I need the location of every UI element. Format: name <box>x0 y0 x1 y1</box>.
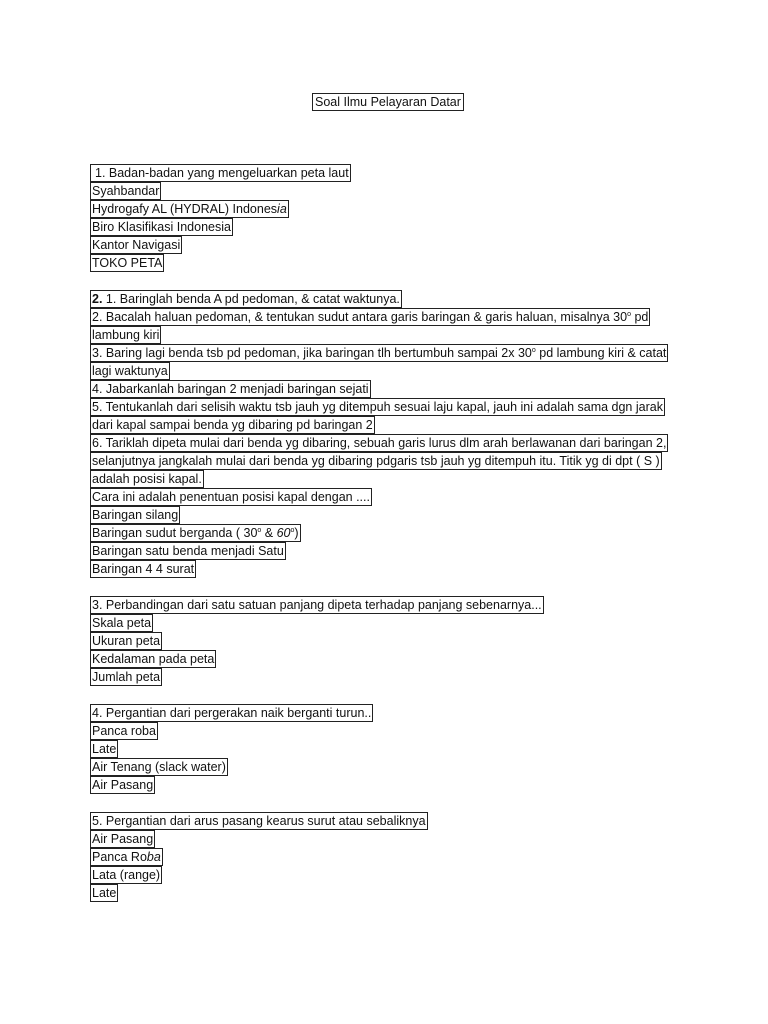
q2-step-4: 4. Jabarkanlah baringan 2 menjadi baringan sejati <box>92 382 369 396</box>
q2-step-5: 5. Tentukanlah dari selisih waktu tsb jauh yg ditempuh sesuai laju kapal, jauh ini adalah sama dgn jarak <box>92 400 663 414</box>
q5-option-4: Late <box>92 886 117 900</box>
q5-option-1: Air Pasang <box>92 832 154 846</box>
q3-option-3: Kedalaman pada peta <box>92 652 215 666</box>
q2-option-1: Baringan silang <box>92 508 179 522</box>
q2-step-2-cont: lambung kiri <box>92 328 160 342</box>
q4-option-4: Air Pasang <box>92 778 154 792</box>
q2-step-2: 2. Bacalah haluan pedoman, & tentukan sudut antara garis baringan & garis haluan, misalnya 30$^o$ pd <box>92 310 649 324</box>
q2-step-6-cont: selanjutnya jangkalah mulai dari benda yg dibaring pdgaris tsb jauh yg ditempuh itu. Titik yg di dpt ( S ) <box>92 454 660 468</box>
question-3: 3. Perbandingan dari satu satuan panjang dipeta terhadap panjang sebenarnya... <box>92 598 542 612</box>
question-1: 1. Badan-badan yang mengeluarkan peta laut <box>90 164 351 182</box>
question-2: Cara ini adalah penentuan posisi kapal dengan .... <box>92 490 370 504</box>
q4-option-3: Air Tenang (slack water) <box>92 760 226 774</box>
q5-option-3: Lata (range) <box>92 868 161 882</box>
question-4: 4. Pergantian dari pergerakan naik berganti turun.. <box>92 706 372 720</box>
q3-option-1: Skala peta <box>92 616 152 630</box>
q1-option-4: Kantor Navigasi <box>92 238 181 252</box>
q2-step-3: 3. Baring lagi benda tsb pd pedoman, jika baringan tlh bertumbuh sampai 2x 30$^o$ pd lambung kiri & catat <box>92 346 667 360</box>
q3-option-4: Jumlah peta <box>92 670 161 684</box>
q3-option-2: Ukuran peta <box>92 634 161 648</box>
q2-step-6: 6. Tariklah dipeta mulai dari benda yg dibaring, sebuah garis lurus dlm arah berlawanan dari baringan 2, <box>92 436 667 450</box>
q1-option-5: TOKO PETA <box>92 256 163 270</box>
q2-option-4: Baringan 4 4 surat <box>92 562 195 576</box>
q2-option-2: Baringan sudut berganda ( 30$^o$ & 60$^o$) <box>92 526 299 540</box>
document-body <box>90 164 690 902</box>
q5-option-2: Panca Roba <box>92 850 161 864</box>
q2-step-6-cont2: adalah posisi kapal. <box>92 472 202 486</box>
q4-option-1: Panca roba <box>92 724 156 738</box>
q2-step-5-cont: dari kapal sampai benda yg dibaring pd baringan 2 <box>92 418 373 432</box>
page-title: Soal Ilmu Pelayaran Datar <box>312 93 464 111</box>
q4-option-2: Late <box>92 742 117 756</box>
q2-step-1: 2. 1. Baringlah benda A pd pedoman, & catat waktunya. <box>92 292 400 306</box>
q2-step-3-cont: lagi waktunya <box>92 364 168 378</box>
q1-option-3: Biro Klasifikasi Indonesia <box>92 220 231 234</box>
question-5: 5. Pergantian dari arus pasang kearus surut atau sebaliknya <box>92 814 426 828</box>
q1-option-1: Syahbandar <box>92 184 160 198</box>
q1-option-2: Hydrogafy AL (HYDRAL) Indonesia <box>92 202 287 216</box>
q2-option-3: Baringan satu benda menjadi Satu <box>92 544 284 558</box>
